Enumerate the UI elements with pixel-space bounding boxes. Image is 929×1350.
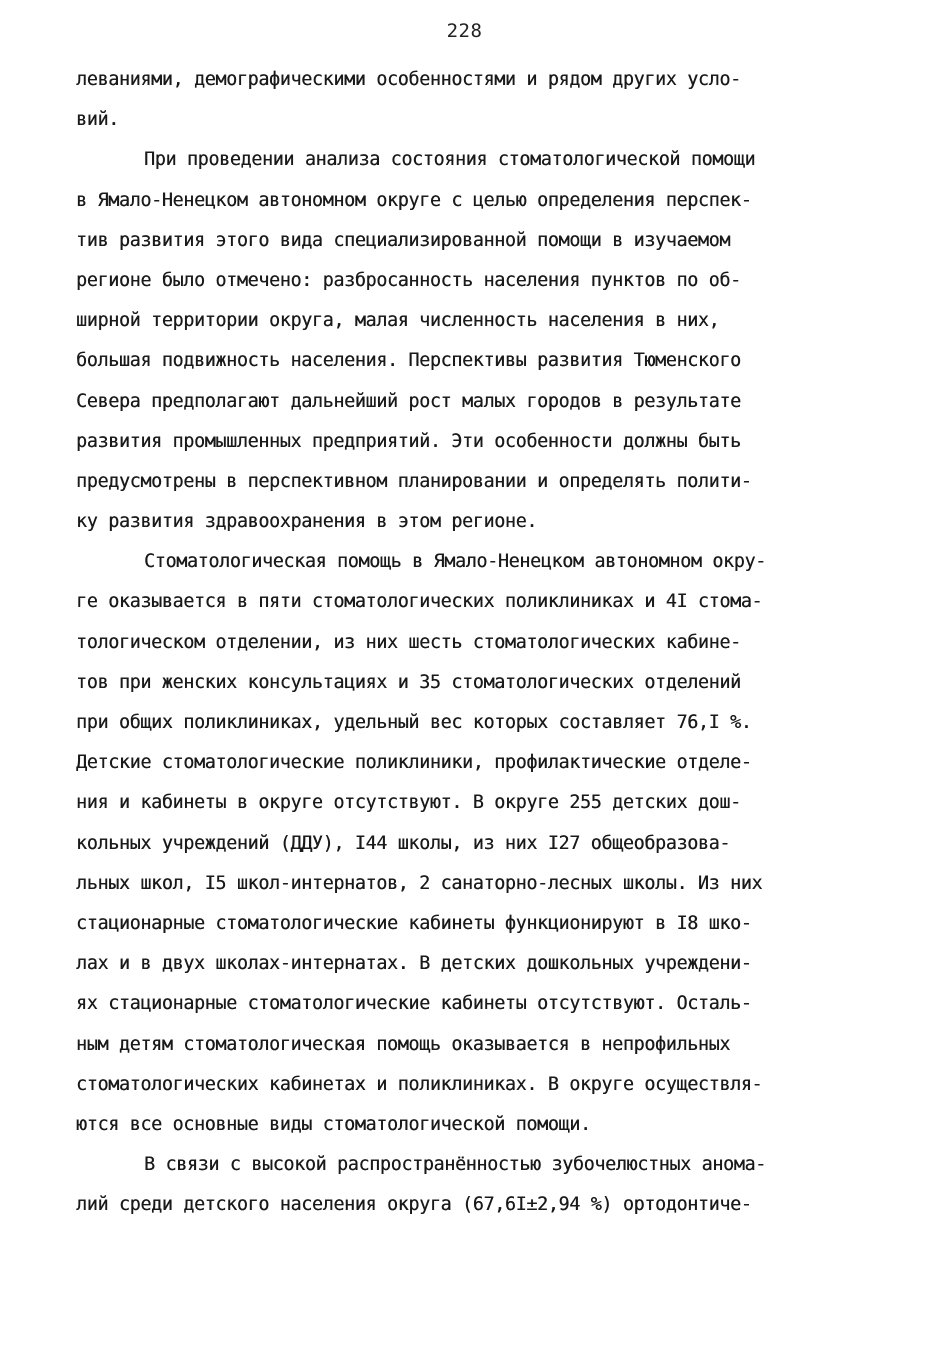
text-line: стоматологических кабинетах и поликлиниках. В округе осуществля-	[76, 1073, 763, 1095]
text-line: В связи с высокой распространённостью зубочелюстных анома-	[144, 1154, 766, 1176]
text-line: лий среди детского населения округа (67,6I±2,94 %) ортодонтиче-	[76, 1194, 752, 1216]
text-line: лах и в двух школах-интернатах. В детских дошкольных учреждени-	[76, 953, 752, 975]
text-line: ным детям стоматологическая помощь оказывается в непрофильных	[76, 1033, 731, 1055]
text-line: стационарные стоматологические кабинеты функционируют в I8 шко-	[76, 912, 752, 934]
text-line: предусмотрены в перспективном планировании и определять полити-	[76, 470, 752, 492]
page-number: 228	[446, 20, 483, 42]
text-line: развития промышленных предприятий. Эти особенности должны быть	[76, 430, 741, 452]
text-line: большая подвижность населения. Перспективы развития Тюменского	[76, 350, 741, 372]
text-line: при общих поликлиниках, удельный вес которых составляет 76,I %.	[76, 712, 752, 733]
text-line: ях стационарные стоматологические кабинеты отсутствуют. Осталь-	[76, 993, 752, 1015]
text-line: Севера предполагают дальнейший рост малых городов в результате	[76, 390, 741, 412]
text-line: регионе было отмечено: разбросанность населения пунктов по об-	[76, 269, 741, 291]
paragraph	[76, 60, 866, 140]
text-line: При проведении анализа состояния стоматологической помощи	[144, 149, 756, 171]
text-line: Детские стоматологические поликлиники, профилактические отделе-	[76, 752, 752, 774]
text-line: тов при женских консультациях и 35 стоматологических отделений	[76, 671, 741, 693]
text-line: ширной территории округа, малая численность населения в них,	[76, 310, 720, 332]
text-line: Стоматологическая помощь в Ямало-Ненецком автономном окру-	[144, 551, 766, 573]
paragraph	[76, 1145, 866, 1225]
paragraph	[76, 140, 866, 542]
text-line: в Ямало-Ненецком автономном округе с целью определения перспек-	[76, 189, 752, 211]
text-line: ку развития здравоохранения в этом регионе.	[76, 511, 538, 533]
text-line: льных школ, I5 школ-интернатов, 2 санаторно-лесных школы. Из них	[76, 872, 763, 894]
text-line: ния и кабинеты в округе отсутствуют. В округе 255 детских дош-	[76, 792, 741, 814]
text-line: тив развития этого вида специализированной помощи в изучаемом	[76, 229, 731, 251]
text-line: кольных учреждений (ДДУ), I44 школы, из них I27 общеобразова-	[76, 832, 731, 854]
paragraph	[76, 542, 866, 1145]
text-line: ются все основные виды стоматологической помощи.	[76, 1113, 591, 1135]
text-line: леваниями, демографическими особенностями и рядом других усло-	[76, 69, 741, 90]
text-body	[76, 60, 866, 1225]
text-line: тологическом отделении, из них шесть стоматологических кабине-	[76, 631, 741, 653]
text-line: ге оказывается в пяти стоматологических поликлиниках и 4I стома-	[76, 591, 763, 613]
text-line: вий.	[76, 109, 119, 131]
